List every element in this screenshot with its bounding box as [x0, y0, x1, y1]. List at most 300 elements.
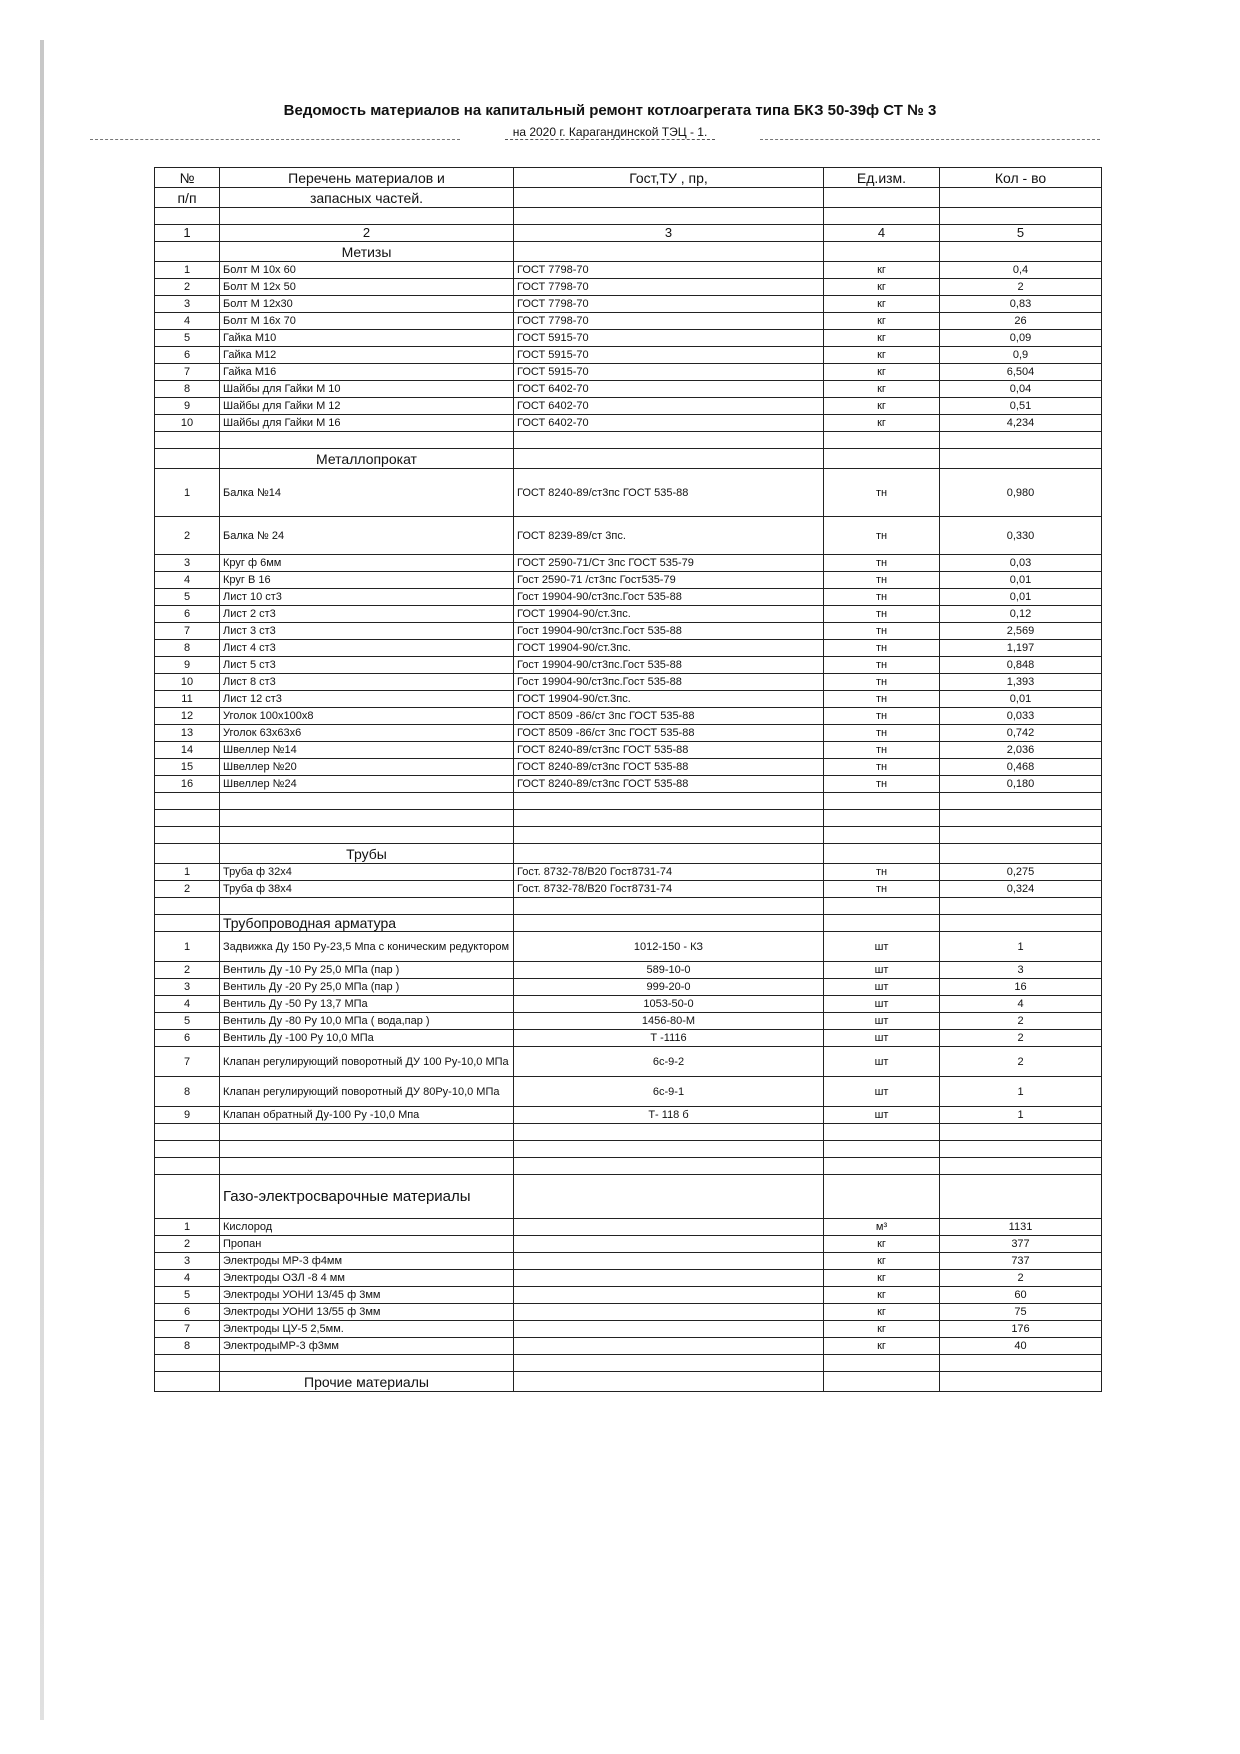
- cell-name: запасных частей.: [220, 188, 514, 208]
- section-header-row: [155, 844, 1102, 864]
- blank-row: [155, 432, 1102, 449]
- cell-standard: [514, 1124, 824, 1141]
- cell-unit: тн: [824, 606, 940, 623]
- cell-unit: тн: [824, 640, 940, 657]
- cell-name: Трубопроводная арматура: [220, 915, 514, 932]
- cell-quantity: 0,9: [940, 347, 1102, 364]
- cell-quantity: [940, 1372, 1102, 1392]
- cell-standard: 6с-9-1: [514, 1077, 824, 1107]
- cell-number: [155, 844, 220, 864]
- cell-name: [220, 1158, 514, 1175]
- table-row: [155, 1030, 1102, 1047]
- table-row: [155, 1270, 1102, 1287]
- cell-standard: [514, 1338, 824, 1355]
- cell-quantity: [940, 1355, 1102, 1372]
- cell-number: 8: [155, 381, 220, 398]
- table-row: [155, 1304, 1102, 1321]
- cell-standard: 1456-80-М: [514, 1013, 824, 1030]
- cell-unit: тн: [824, 881, 940, 898]
- cell-name: Уголок 100х100х8: [220, 708, 514, 725]
- cell-unit: тн: [824, 742, 940, 759]
- cell-standard: ГОСТ 7798-70: [514, 296, 824, 313]
- column-number-row: [155, 225, 1102, 242]
- blank-row: [155, 208, 1102, 225]
- cell-name: Уголок 63х63х6: [220, 725, 514, 742]
- cell-number: 16: [155, 776, 220, 793]
- cell-quantity: 1131: [940, 1219, 1102, 1236]
- cell-name: [220, 898, 514, 915]
- cell-standard: ГОСТ 6402-70: [514, 415, 824, 432]
- cell-number: [155, 1141, 220, 1158]
- cell-name: Круг В 16: [220, 572, 514, 589]
- cell-name: ЭлектродыМР-3 ф3мм: [220, 1338, 514, 1355]
- table-row: [155, 398, 1102, 415]
- cell-unit: тн: [824, 776, 940, 793]
- cell-standard: 3: [514, 225, 824, 242]
- cell-standard: 589-10-0: [514, 962, 824, 979]
- cell-quantity: [940, 432, 1102, 449]
- cell-standard: Т -1116: [514, 1030, 824, 1047]
- table-row: [155, 1013, 1102, 1030]
- cell-unit: кг: [824, 1253, 940, 1270]
- cell-standard: [514, 208, 824, 225]
- cell-unit: тн: [824, 759, 940, 776]
- cell-unit: шт: [824, 996, 940, 1013]
- table-row: [155, 725, 1102, 742]
- cell-name: Швеллер №14: [220, 742, 514, 759]
- cell-unit: 4: [824, 225, 940, 242]
- cell-number: 1: [155, 262, 220, 279]
- cell-number: 8: [155, 1077, 220, 1107]
- cell-standard: ГОСТ 6402-70: [514, 398, 824, 415]
- cell-number: 10: [155, 415, 220, 432]
- cell-number: 1: [155, 932, 220, 962]
- cell-standard: 999-20-0: [514, 979, 824, 996]
- cell-unit: [824, 844, 940, 864]
- cell-quantity: 0,742: [940, 725, 1102, 742]
- cell-quantity: 1: [940, 932, 1102, 962]
- cell-quantity: [940, 242, 1102, 262]
- cell-name: Электроды УОНИ 13/45 ф 3мм: [220, 1287, 514, 1304]
- blank-row: [155, 1158, 1102, 1175]
- cell-standard: [514, 188, 824, 208]
- cell-quantity: 0,01: [940, 691, 1102, 708]
- cell-name: [220, 1124, 514, 1141]
- cell-unit: шт: [824, 1107, 940, 1124]
- cell-standard: ГОСТ 7798-70: [514, 313, 824, 330]
- cell-unit: шт: [824, 932, 940, 962]
- cell-name: Метизы: [220, 242, 514, 262]
- table-row: [155, 1047, 1102, 1077]
- cell-name: Лист 3 ст3: [220, 623, 514, 640]
- cell-name: Гайка М12: [220, 347, 514, 364]
- cell-unit: [824, 432, 940, 449]
- cell-standard: [514, 793, 824, 810]
- cell-unit: шт: [824, 1030, 940, 1047]
- cell-quantity: 5: [940, 225, 1102, 242]
- blank-row: [155, 1124, 1102, 1141]
- cell-quantity: 0,275: [940, 864, 1102, 881]
- cell-quantity: 0,330: [940, 517, 1102, 555]
- table-row: [155, 996, 1102, 1013]
- cell-quantity: 2: [940, 279, 1102, 296]
- table-row: [155, 962, 1102, 979]
- cell-quantity: 0,324: [940, 881, 1102, 898]
- cell-quantity: 16: [940, 979, 1102, 996]
- table-row: [155, 415, 1102, 432]
- cell-standard: ГОСТ 5915-70: [514, 330, 824, 347]
- cell-quantity: 0,09: [940, 330, 1102, 347]
- table-row: [155, 691, 1102, 708]
- cell-number: 5: [155, 1013, 220, 1030]
- cell-number: 9: [155, 1107, 220, 1124]
- table-row: [155, 347, 1102, 364]
- cell-quantity: 75: [940, 1304, 1102, 1321]
- blank-row: [155, 1355, 1102, 1372]
- table-row: [155, 657, 1102, 674]
- cell-name: [220, 1141, 514, 1158]
- cell-standard: [514, 844, 824, 864]
- cell-standard: Гост. 8732-78/В20 Гост8731-74: [514, 864, 824, 881]
- cell-number: 8: [155, 1338, 220, 1355]
- cell-name: Болт М 16х 70: [220, 313, 514, 330]
- table-row: [155, 381, 1102, 398]
- cell-standard: 1012-150 - КЗ: [514, 932, 824, 962]
- cell-quantity: 2,036: [940, 742, 1102, 759]
- cell-unit: тн: [824, 674, 940, 691]
- table-row: [155, 296, 1102, 313]
- cell-quantity: [940, 188, 1102, 208]
- table-row: [155, 364, 1102, 381]
- cell-unit: кг: [824, 398, 940, 415]
- cell-unit: шт: [824, 979, 940, 996]
- section-header-row: [155, 915, 1102, 932]
- cell-unit: [824, 1372, 940, 1392]
- cell-number: 3: [155, 555, 220, 572]
- cell-unit: кг: [824, 415, 940, 432]
- table-row: [155, 623, 1102, 640]
- cell-quantity: 377: [940, 1236, 1102, 1253]
- cell-unit: кг: [824, 347, 940, 364]
- cell-quantity: 0,03: [940, 555, 1102, 572]
- cell-name: Вентиль Ду -20 Ру 25,0 МПа (пар ): [220, 979, 514, 996]
- cell-number: 6: [155, 606, 220, 623]
- cell-quantity: 0,01: [940, 589, 1102, 606]
- cell-unit: [824, 188, 940, 208]
- cell-unit: [824, 1158, 940, 1175]
- cell-quantity: 0,180: [940, 776, 1102, 793]
- cell-standard: 1053-50-0: [514, 996, 824, 1013]
- cell-unit: [824, 1355, 940, 1372]
- cell-number: 2: [155, 881, 220, 898]
- table-row: [155, 1253, 1102, 1270]
- cell-unit: [824, 810, 940, 827]
- table-row: [155, 881, 1102, 898]
- cell-number: 7: [155, 623, 220, 640]
- cell-quantity: 26: [940, 313, 1102, 330]
- cell-number: [155, 1158, 220, 1175]
- table-row: [155, 313, 1102, 330]
- cell-number: [155, 1355, 220, 1372]
- cell-number: [155, 793, 220, 810]
- cell-name: [220, 810, 514, 827]
- cell-unit: кг: [824, 262, 940, 279]
- table-row: [155, 759, 1102, 776]
- table-row: [155, 555, 1102, 572]
- cell-number: 15: [155, 759, 220, 776]
- cell-number: 6: [155, 347, 220, 364]
- cell-unit: кг: [824, 381, 940, 398]
- cell-name: Швеллер №24: [220, 776, 514, 793]
- cell-name: Болт М 12х30: [220, 296, 514, 313]
- cell-name: Балка № 24: [220, 517, 514, 555]
- cell-number: [155, 898, 220, 915]
- cell-name: Вентиль Ду -50 Ру 13,7 МПа: [220, 996, 514, 1013]
- cell-unit: кг: [824, 1270, 940, 1287]
- cell-number: [155, 1175, 220, 1219]
- cell-standard: [514, 242, 824, 262]
- cell-unit: тн: [824, 517, 940, 555]
- cell-number: 4: [155, 1270, 220, 1287]
- cell-unit: [824, 898, 940, 915]
- cell-name: Лист 4 ст3: [220, 640, 514, 657]
- cell-standard: [514, 1141, 824, 1158]
- table-row: [155, 1321, 1102, 1338]
- cell-unit: [824, 1124, 940, 1141]
- cell-standard: ГОСТ 8240-89/ст3пс ГОСТ 535-88: [514, 776, 824, 793]
- cell-unit: кг: [824, 1338, 940, 1355]
- cell-standard: [514, 1270, 824, 1287]
- cell-quantity: [940, 793, 1102, 810]
- scan-binding-edge: [40, 40, 44, 1720]
- blank-row: [155, 793, 1102, 810]
- cell-standard: ГОСТ 8509 -86/ст 3пс ГОСТ 535-88: [514, 708, 824, 725]
- cell-number: 1: [155, 225, 220, 242]
- cell-number: 2: [155, 279, 220, 296]
- cell-name: [220, 827, 514, 844]
- cell-quantity: [940, 915, 1102, 932]
- cell-number: [155, 1372, 220, 1392]
- cell-name: Швеллер №20: [220, 759, 514, 776]
- cell-unit: тн: [824, 572, 940, 589]
- cell-standard: Гост 19904-90/ст3пс.Гост 535-88: [514, 657, 824, 674]
- cell-unit: кг: [824, 313, 940, 330]
- materials-table-body: [155, 168, 1102, 1392]
- table-row: [155, 572, 1102, 589]
- cell-name: [220, 432, 514, 449]
- cell-number: [155, 810, 220, 827]
- cell-quantity: 0,01: [940, 572, 1102, 589]
- cell-name: Электроды ЦУ-5 2,5мм.: [220, 1321, 514, 1338]
- cell-standard: [514, 449, 824, 469]
- cell-number: №: [155, 168, 220, 188]
- cell-unit: тн: [824, 555, 940, 572]
- cell-number: [155, 432, 220, 449]
- cell-number: 6: [155, 1030, 220, 1047]
- cell-standard: [514, 1175, 824, 1219]
- cell-quantity: 1,197: [940, 640, 1102, 657]
- cell-unit: тн: [824, 589, 940, 606]
- cell-unit: кг: [824, 279, 940, 296]
- cell-quantity: 0,033: [940, 708, 1102, 725]
- cell-standard: Гост,ТУ , пр,: [514, 168, 824, 188]
- cell-name: [220, 793, 514, 810]
- section-header-row: [155, 1372, 1102, 1392]
- cell-number: 4: [155, 313, 220, 330]
- cell-name: Электроды УОНИ 13/55 ф 3мм: [220, 1304, 514, 1321]
- cell-quantity: 176: [940, 1321, 1102, 1338]
- cell-quantity: [940, 1175, 1102, 1219]
- cell-name: Болт М 12х 50: [220, 279, 514, 296]
- cell-name: Металлопрокат: [220, 449, 514, 469]
- table-row: [155, 330, 1102, 347]
- cell-standard: ГОСТ 8239-89/ст 3пс.: [514, 517, 824, 555]
- section-header-row: [155, 242, 1102, 262]
- cell-name: Клапан регулирующий поворотный ДУ 100 Ру-10,0 МПа: [220, 1047, 514, 1077]
- cell-unit: тн: [824, 708, 940, 725]
- cell-standard: [514, 1158, 824, 1175]
- table-row: [155, 1107, 1102, 1124]
- cell-number: 7: [155, 1047, 220, 1077]
- cell-unit: [824, 1141, 940, 1158]
- cell-name: Лист 10 ст3: [220, 589, 514, 606]
- cell-standard: [514, 1355, 824, 1372]
- cell-quantity: 0,980: [940, 469, 1102, 517]
- cell-name: Задвижка Ду 150 Ру-23,5 Мпа с коническим редуктором: [220, 932, 514, 962]
- blank-row: [155, 810, 1102, 827]
- cell-name: Клапан обратный Ду-100 Ру -10,0 Мпа: [220, 1107, 514, 1124]
- cell-number: 7: [155, 1321, 220, 1338]
- table-row: [155, 1219, 1102, 1236]
- blank-row: [155, 827, 1102, 844]
- cell-quantity: 0,4: [940, 262, 1102, 279]
- cell-number: 3: [155, 296, 220, 313]
- cell-standard: [514, 1219, 824, 1236]
- cell-unit: [824, 915, 940, 932]
- cell-name: Электроды МР-3 ф4мм: [220, 1253, 514, 1270]
- cell-standard: Гост 2590-71 /ст3пс Гост535-79: [514, 572, 824, 589]
- cell-standard: Гост 19904-90/ст3пс.Гост 535-88: [514, 674, 824, 691]
- cell-number: 12: [155, 708, 220, 725]
- cell-number: [155, 827, 220, 844]
- cell-name: Шайбы для Гайки М 16: [220, 415, 514, 432]
- cell-standard: [514, 1253, 824, 1270]
- cell-unit: кг: [824, 1304, 940, 1321]
- cell-quantity: 0,83: [940, 296, 1102, 313]
- cell-quantity: 40: [940, 1338, 1102, 1355]
- cell-unit: тн: [824, 691, 940, 708]
- cell-standard: [514, 1287, 824, 1304]
- cell-number: [155, 1124, 220, 1141]
- cell-quantity: [940, 1124, 1102, 1141]
- cell-unit: м³: [824, 1219, 940, 1236]
- cell-quantity: [940, 1141, 1102, 1158]
- cell-name: Клапан регулирующий поворотный ДУ 80Ру-10,0 МПа: [220, 1077, 514, 1107]
- cell-name: Вентиль Ду -100 Ру 10,0 МПа: [220, 1030, 514, 1047]
- cell-standard: Гост. 8732-78/В20 Гост8731-74: [514, 881, 824, 898]
- table-row: [155, 517, 1102, 555]
- cell-name: Гайка М10: [220, 330, 514, 347]
- cell-unit: Ед.изм.: [824, 168, 940, 188]
- cell-quantity: 0,848: [940, 657, 1102, 674]
- subtitle-right-rule: [760, 139, 1100, 140]
- cell-unit: [824, 793, 940, 810]
- cell-standard: [514, 827, 824, 844]
- cell-standard: [514, 810, 824, 827]
- cell-standard: ГОСТ 8240-89/ст3пс ГОСТ 535-88: [514, 469, 824, 517]
- cell-quantity: 1,393: [940, 674, 1102, 691]
- cell-unit: кг: [824, 296, 940, 313]
- cell-unit: [824, 242, 940, 262]
- cell-standard: ГОСТ 2590-71/Ст 3пс ГОСТ 535-79: [514, 555, 824, 572]
- cell-quantity: 2: [940, 1030, 1102, 1047]
- cell-name: Лист 8 ст3: [220, 674, 514, 691]
- cell-number: 9: [155, 657, 220, 674]
- cell-number: 6: [155, 1304, 220, 1321]
- blank-row: [155, 898, 1102, 915]
- cell-quantity: [940, 1158, 1102, 1175]
- cell-number: 1: [155, 1219, 220, 1236]
- cell-number: [155, 242, 220, 262]
- table-row: [155, 1236, 1102, 1253]
- cell-unit: [824, 827, 940, 844]
- cell-standard: Т- 118 б: [514, 1107, 824, 1124]
- cell-standard: Гост 19904-90/ст3пс.Гост 535-88: [514, 623, 824, 640]
- cell-number: 5: [155, 330, 220, 347]
- cell-quantity: [940, 827, 1102, 844]
- table-row: [155, 1077, 1102, 1107]
- cell-name: Трубы: [220, 844, 514, 864]
- cell-number: 3: [155, 979, 220, 996]
- materials-table: [154, 167, 1102, 1392]
- cell-standard: [514, 915, 824, 932]
- cell-standard: ГОСТ 7798-70: [514, 262, 824, 279]
- cell-unit: тн: [824, 657, 940, 674]
- cell-unit: шт: [824, 1047, 940, 1077]
- subtitle-left-rule: [90, 139, 460, 140]
- cell-name: Вентиль Ду -10 Ру 25,0 МПа (пар ): [220, 962, 514, 979]
- cell-number: [155, 449, 220, 469]
- section-header-row: [155, 449, 1102, 469]
- cell-name: Гайка М16: [220, 364, 514, 381]
- cell-name: Кислород: [220, 1219, 514, 1236]
- cell-number: 4: [155, 572, 220, 589]
- cell-standard: ГОСТ 6402-70: [514, 381, 824, 398]
- cell-number: 3: [155, 1253, 220, 1270]
- cell-quantity: 1: [940, 1077, 1102, 1107]
- cell-quantity: 2,569: [940, 623, 1102, 640]
- document-subtitle: [150, 125, 1070, 139]
- cell-unit: кг: [824, 1321, 940, 1338]
- cell-quantity: 2: [940, 1013, 1102, 1030]
- cell-number: 4: [155, 996, 220, 1013]
- cell-name: Шайбы для Гайки М 12: [220, 398, 514, 415]
- table-row: [155, 589, 1102, 606]
- cell-number: 10: [155, 674, 220, 691]
- table-row: [155, 1287, 1102, 1304]
- cell-quantity: [940, 449, 1102, 469]
- cell-number: п/п: [155, 188, 220, 208]
- cell-number: 1: [155, 469, 220, 517]
- cell-name: Пропан: [220, 1236, 514, 1253]
- cell-name: Труба ф 38х4: [220, 881, 514, 898]
- cell-quantity: 737: [940, 1253, 1102, 1270]
- cell-unit: кг: [824, 330, 940, 347]
- table-row: [155, 708, 1102, 725]
- cell-unit: тн: [824, 725, 940, 742]
- cell-name: Газо-электросварочные материалы: [220, 1175, 514, 1219]
- table-row: [155, 674, 1102, 691]
